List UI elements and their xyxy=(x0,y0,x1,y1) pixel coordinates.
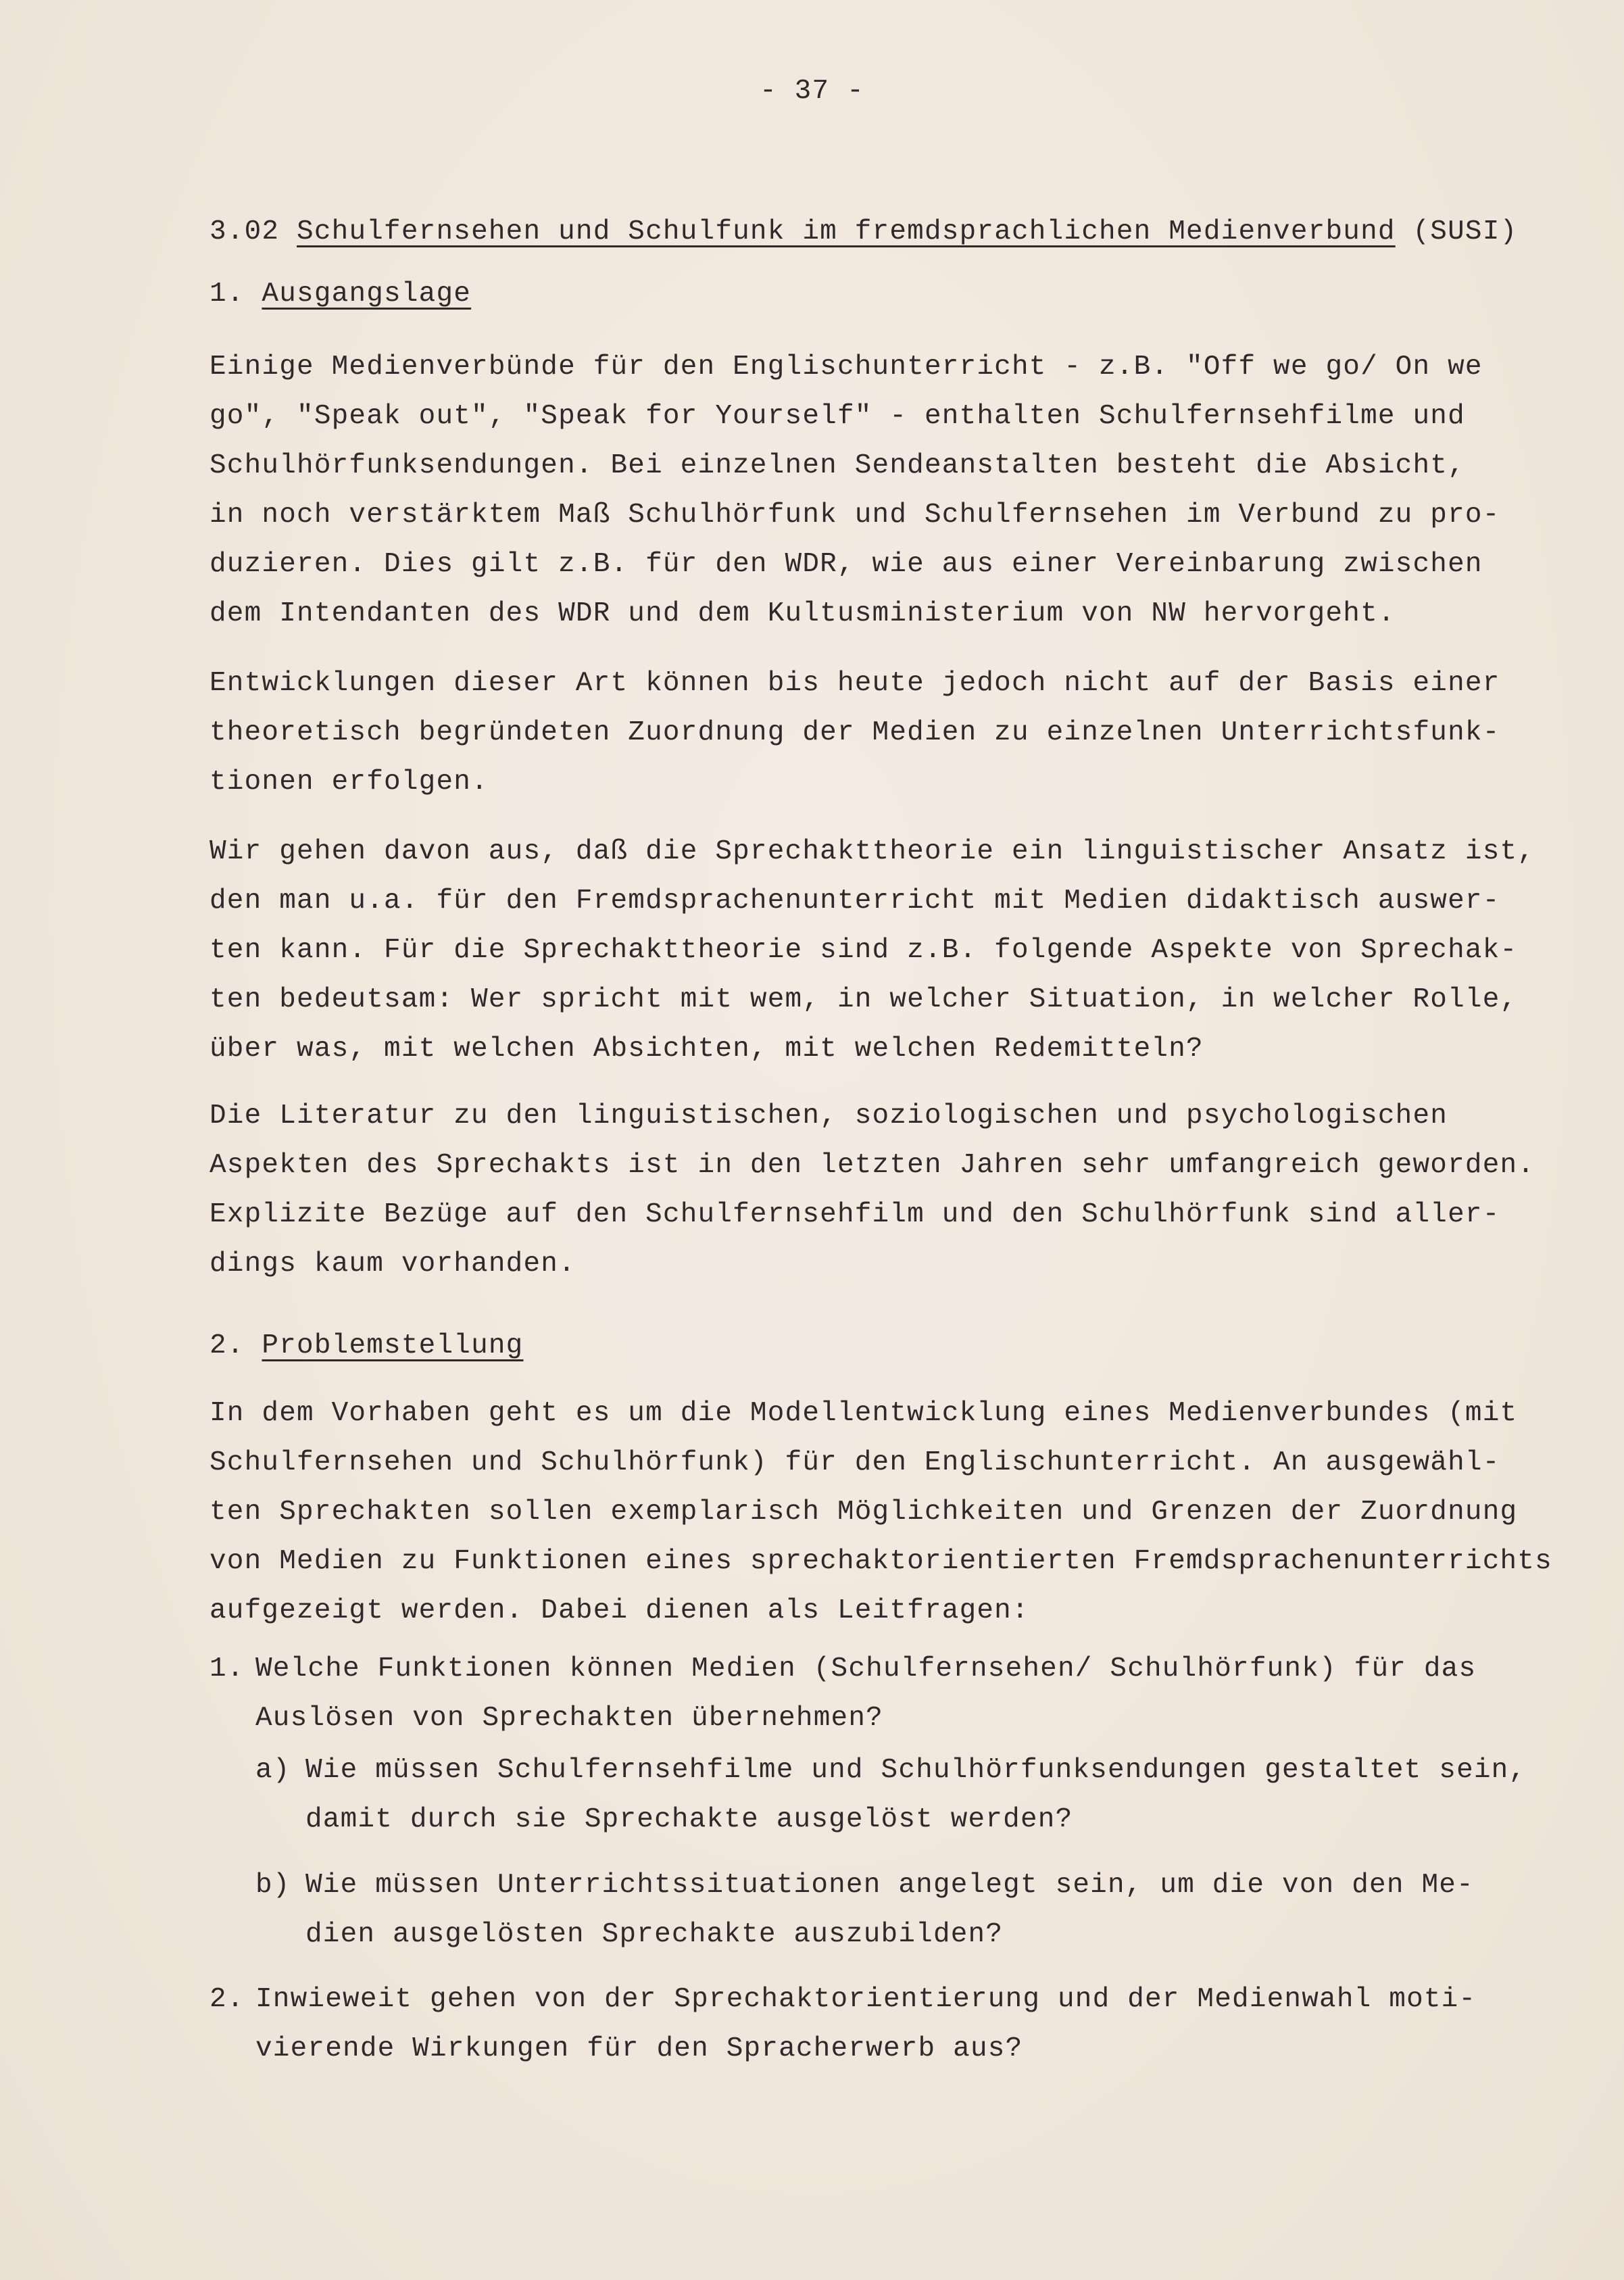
heading-problemstellung xyxy=(210,1330,523,1361)
paragraph-line: ten kann. Für die Sprechakttheorie sind z.B. folgende Aspekte von Sprechak- xyxy=(210,935,1518,966)
paragraph-line: Schulhörfunksendungen. Bei einzelnen Sendeanstalten besteht die Absicht, xyxy=(210,450,1465,481)
paragraph-line: aufgezeigt werden. Dabei dienen als Leitfragen: xyxy=(210,1595,1029,1626)
paragraph-line: Einige Medienverbünde für den Englischunterricht - z.B. "Off we go/ On we xyxy=(210,351,1483,383)
section-number: 3.02 xyxy=(210,216,280,247)
subquestion-line: dien ausgelösten Sprechakte auszubilden? xyxy=(305,1919,1004,1950)
heading-ausgangslage xyxy=(210,278,471,310)
question-line: Inwieweit gehen von der Sprechaktorientierung und der Medienwahl moti- xyxy=(255,1984,1477,2015)
subquestion-line: Wie müssen Schulfernsehfilme und Schulhörfunksendungen gestaltet sein, xyxy=(305,1755,1527,1786)
paragraph-line: dem Intendanten des WDR und dem Kultusministerium von NW hervorgeht. xyxy=(210,598,1396,629)
subquestion-line: damit durch sie Sprechakte ausgelöst werden? xyxy=(305,1804,1073,1835)
paragraph-line: Die Literatur zu den linguistischen, soziologischen und psychologischen xyxy=(210,1100,1448,1132)
paragraph-line: Wir gehen davon aus, daß die Sprechakttheorie ein linguistischer Ansatz ist, xyxy=(210,836,1535,867)
paragraph-line: In dem Vorhaben geht es um die Modellentwicklung eines Medienverbundes (mit xyxy=(210,1398,1518,1429)
paragraph-line: Explizite Bezüge auf den Schulfernsehfilm und den Schulhörfunk sind aller- xyxy=(210,1199,1500,1230)
section-suffix: (SUSI) xyxy=(1412,216,1518,247)
subquestion-label: b) xyxy=(255,1870,291,1901)
question-line: vierende Wirkungen für den Spracherwerb aus? xyxy=(255,2033,1023,2064)
section-title: Schulfernsehen und Schulfunk im fremdsprachlichen Medienverbund xyxy=(297,216,1396,247)
paragraph-line: tionen erfolgen. xyxy=(210,767,489,798)
paragraph-line: Schulfernsehen und Schulhörfunk) für den Englischunterricht. An ausgewähl- xyxy=(210,1447,1500,1478)
page-number: - 37 - xyxy=(760,76,864,107)
question-number: 1. xyxy=(210,1653,245,1684)
paragraph-line: Entwicklungen dieser Art können bis heute jedoch nicht auf der Basis einer xyxy=(210,668,1500,699)
heading-title: Problemstellung xyxy=(262,1330,524,1361)
heading-title: Ausgangslage xyxy=(262,278,472,310)
heading-number: 2. xyxy=(210,1330,245,1361)
paragraph-line: über was, mit welchen Absichten, mit welchen Redemitteln? xyxy=(210,1034,1204,1065)
question-line: Auslösen von Sprechakten übernehmen? xyxy=(255,1703,883,1734)
paragraph-line: Aspekten des Sprechakts ist in den letzten Jahren sehr umfangreich geworden. xyxy=(210,1150,1535,1181)
paragraph-line: theoretisch begründeten Zuordnung der Medien zu einzelnen Unterrichtsfunk- xyxy=(210,717,1500,748)
heading-number: 1. xyxy=(210,278,245,310)
paragraph-line: den man u.a. für den Fremdsprachenunterricht mit Medien didaktisch auswer- xyxy=(210,886,1500,917)
paragraph-line: go", "Speak out", "Speak for Yourself" - enthalten Schulfernsehfilme und xyxy=(210,401,1465,432)
paragraph-line: von Medien zu Funktionen eines sprechaktorientierten Fremdsprachenunterrichts xyxy=(210,1546,1552,1577)
paragraph-line: ten Sprechakten sollen exemplarisch Möglichkeiten und Grenzen der Zuordnung xyxy=(210,1497,1518,1528)
subquestion-label: a) xyxy=(255,1755,291,1786)
paragraph-line: duzieren. Dies gilt z.B. für den WDR, wie aus einer Vereinbarung zwischen xyxy=(210,549,1483,580)
paragraph-line: dings kaum vorhanden. xyxy=(210,1248,576,1280)
question-line: Welche Funktionen können Medien (Schulfernsehen/ Schulhörfunk) für das xyxy=(255,1653,1477,1684)
subquestion-line: Wie müssen Unterrichtssituationen angelegt sein, um die von den Me- xyxy=(305,1870,1474,1901)
paragraph-line: in noch verstärktem Maß Schulhörfunk und Schulfernsehen im Verbund zu pro- xyxy=(210,500,1500,531)
paragraph-line: ten bedeutsam: Wer spricht mit wem, in welcher Situation, in welcher Rolle, xyxy=(210,984,1518,1015)
question-number: 2. xyxy=(210,1984,245,2015)
section-heading xyxy=(210,216,1517,247)
